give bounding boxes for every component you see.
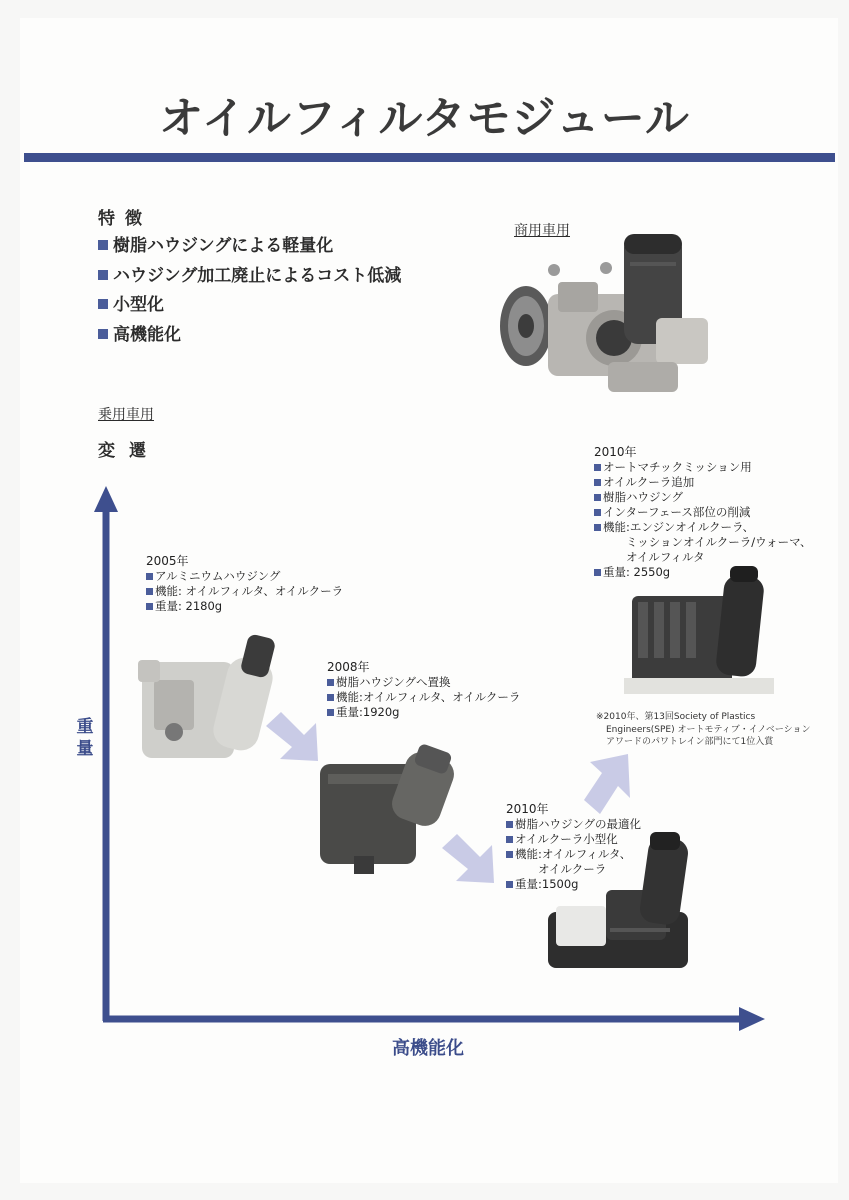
bullet-square-icon [506, 821, 513, 828]
milestone-year: 2010年 [594, 445, 637, 459]
module-2008-photo [314, 744, 464, 880]
bullet-square-icon [146, 588, 153, 595]
milestone-2005: 2005年 アルミニウムハウジング 機能: オイルフィルタ、オイルクーラ 重量: 2180g [146, 554, 344, 613]
bullet-square-icon [327, 694, 334, 701]
bullet-square-icon [506, 881, 513, 888]
milestone-2008: 2008年 樹脂ハウジングへ置換 機能:オイルフィルタ、オイルクーラ 重量:1920g [327, 660, 521, 719]
bullet-square-icon [506, 851, 513, 858]
module-2010-b-photo [624, 566, 784, 702]
bullet-square-icon [327, 679, 334, 686]
passenger-vehicle-label: 乗用車用 [98, 407, 154, 423]
y-axis-label: 重量 [76, 717, 94, 759]
transition-heading: 変遷 [98, 441, 160, 461]
milestone-year: 2008年 [327, 660, 370, 674]
award-note: ※2010年、第13回Society of Plastics Engineers(SPE) オートモティブ・イノベーション アワードのパワトレイン部門にて1位入賞 [596, 712, 811, 747]
bullet-square-icon [594, 479, 601, 486]
x-axis-arrowhead-icon [739, 1007, 765, 1031]
feature-item: 高機能化 [98, 321, 401, 351]
milestone-year: 2010年 [506, 802, 549, 816]
bullet-square-icon [594, 494, 601, 501]
module-2005-photo [136, 632, 286, 768]
feature-item: 小型化 [98, 291, 401, 321]
module-2010-a-photo [540, 832, 700, 982]
milestone-2010-a: 2010年 樹脂ハウジングの最適化 オイルクーラ小型化 機能:オイルフィルタ、 オイルクーラ 重量:1500g [506, 802, 641, 891]
bullet-square-icon [146, 573, 153, 580]
bullet-square-icon [594, 569, 601, 576]
bullet-square-icon [327, 709, 334, 716]
features-heading: 特徴 [98, 209, 152, 229]
bullet-square-icon [594, 524, 601, 531]
feature-item: ハウジング加工廃止によるコスト低減 [98, 262, 401, 292]
milestone-2010-b: 2010年 オートマチックミッション用 オイルクーラ追加 樹脂ハウジング インターフェース部位の削減 機能:エンジンオイルクーラ、 ミッションオイルクーラ/ウォーマ、 オイルフィルタ 重量: 2550g [594, 445, 812, 579]
x-axis-label: 高機能化 [392, 1038, 464, 1059]
y-axis-arrowhead-icon [94, 486, 118, 512]
feature-item: 樹脂ハウジングによる軽量化 [98, 232, 401, 262]
milestone-year: 2005年 [146, 554, 189, 568]
bullet-square-icon [506, 836, 513, 843]
bullet-square-icon [594, 464, 601, 471]
bullet-square-icon [146, 603, 153, 610]
bullet-square-icon [594, 509, 601, 516]
commercial-vehicle-label: 商用車用 [514, 223, 570, 239]
page-title: オイルフィルタモジュール [159, 93, 690, 144]
